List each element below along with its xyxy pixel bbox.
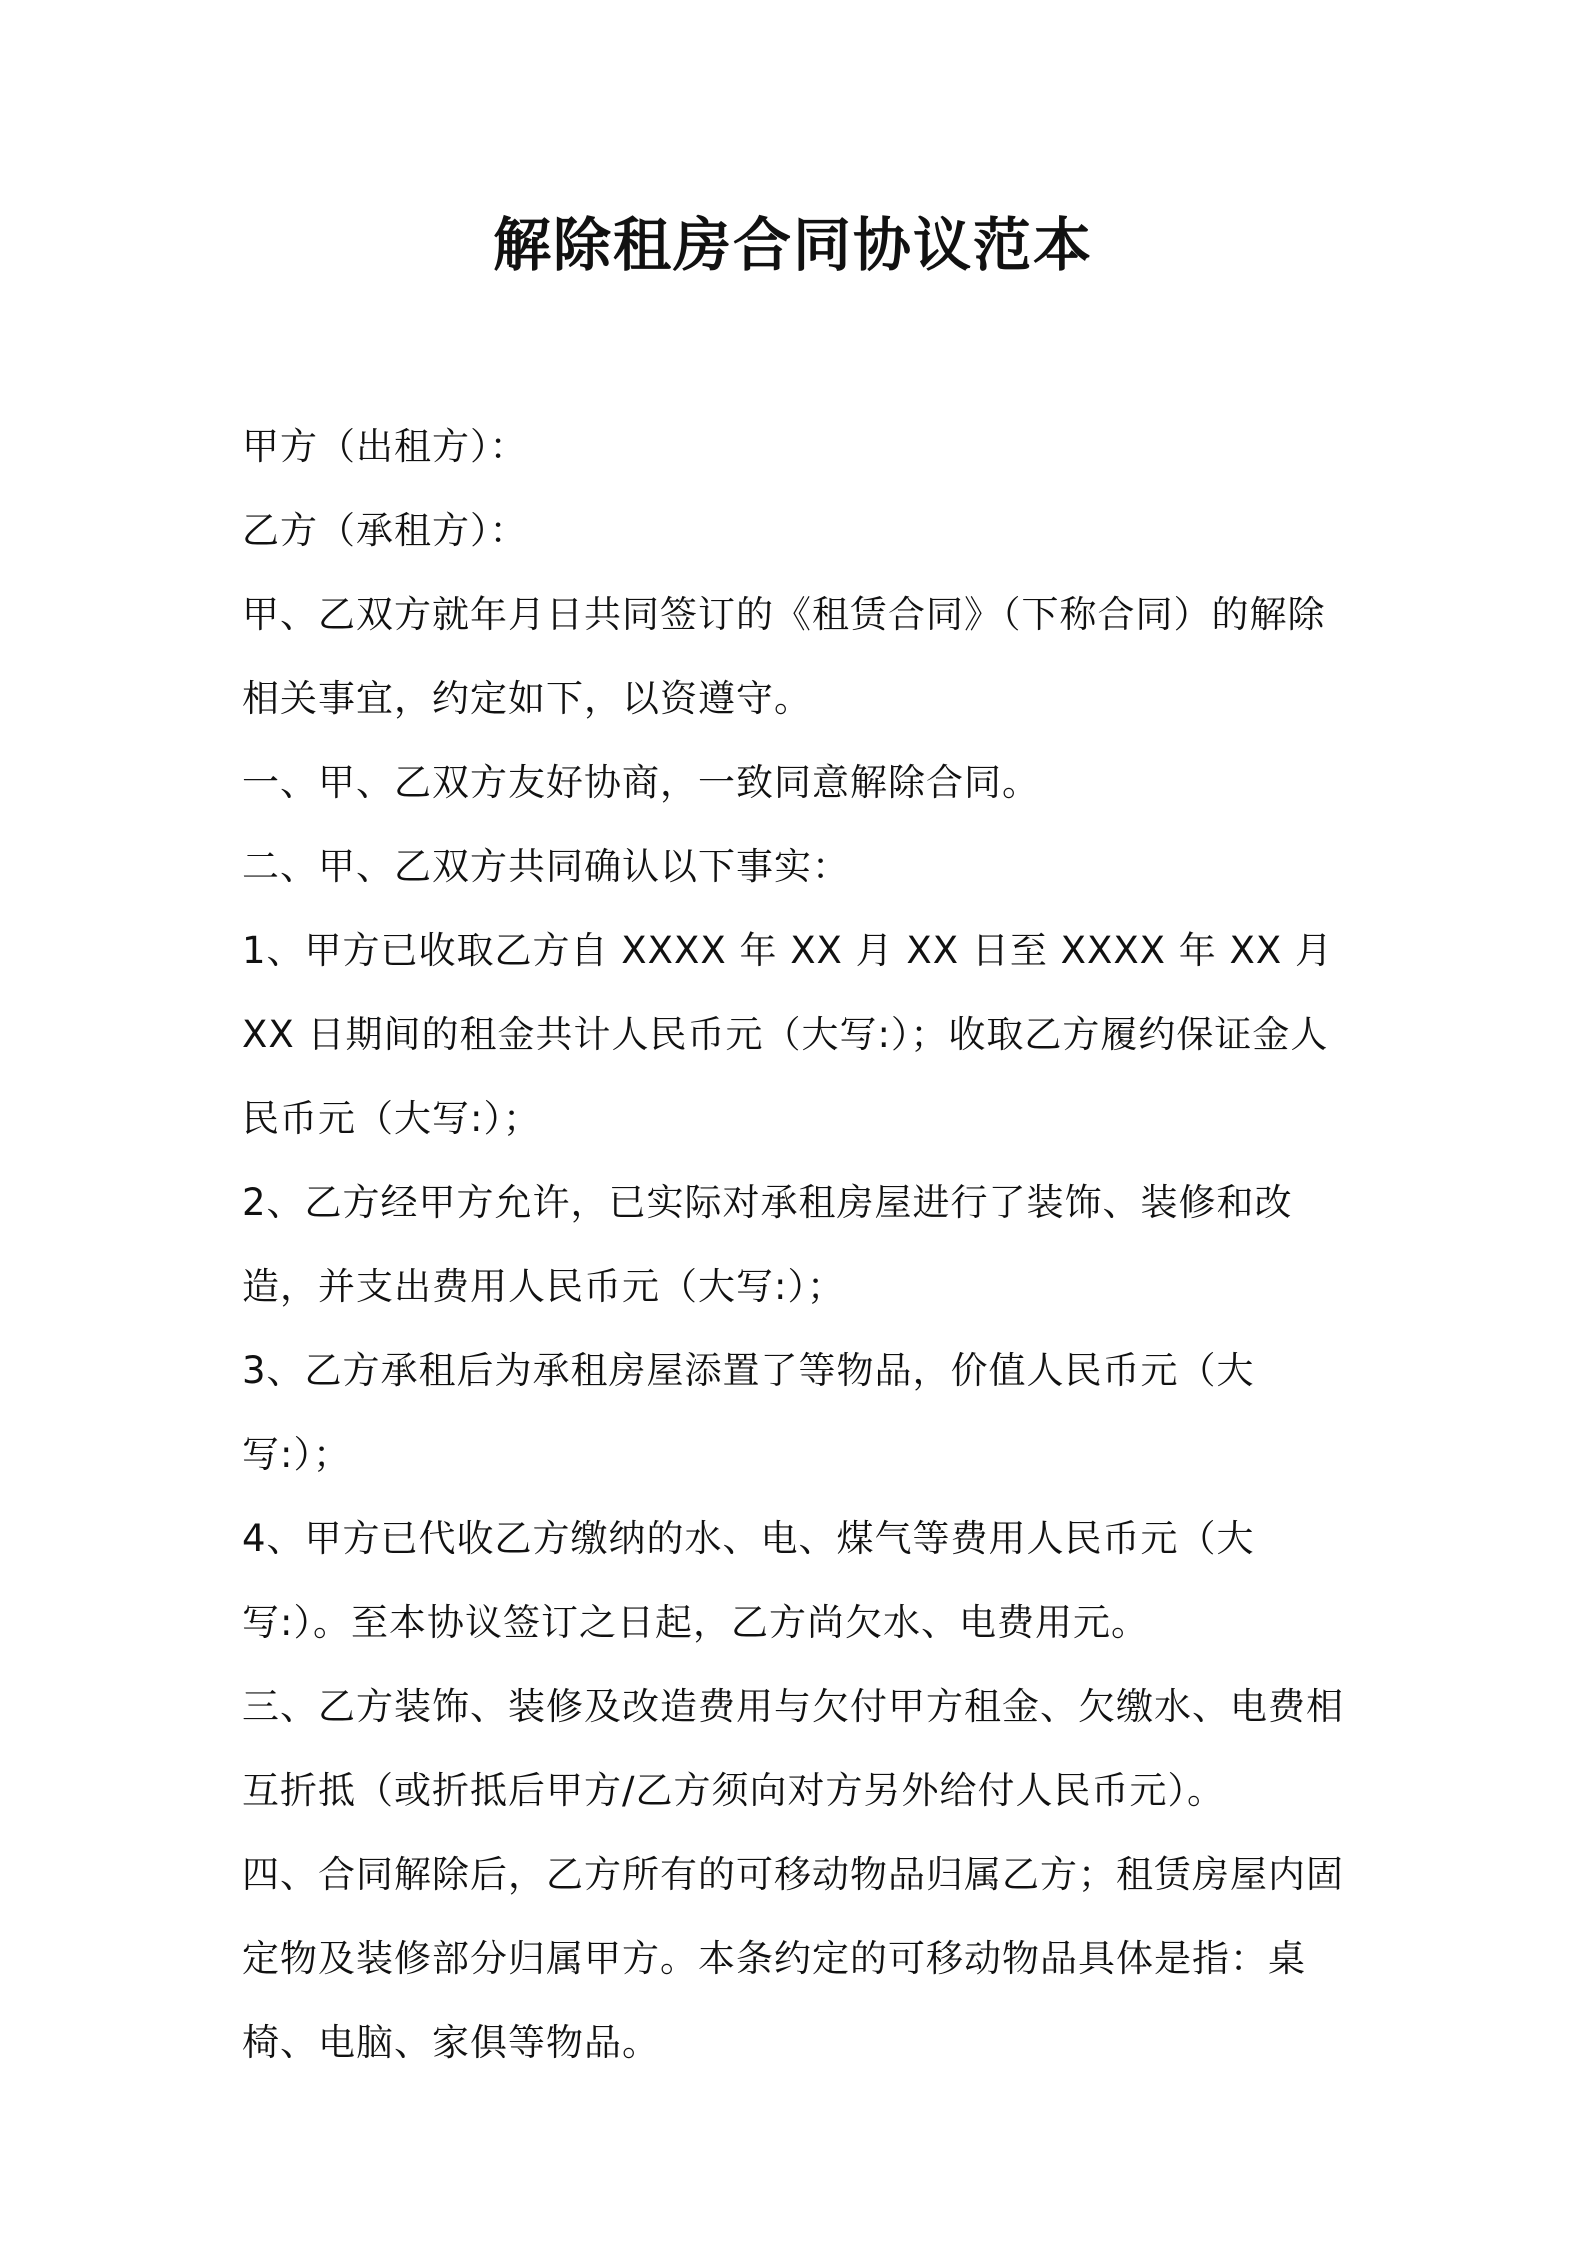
- paragraph-fact-1: 1、甲方已收取乙方自 XXXX 年 XX 月 XX 日至 XXXX 年 XX 月 XX 日期间的租金共计人民币元（大写:）；收取乙方履约保证金人民币元（大写:）；: [242, 929, 1334, 1140]
- document-body: [242, 405, 1362, 2085]
- paragraph-clause-3: 三、乙方装饰、装修及改造费用与欠付甲方租金、欠缴水、电费相互折抵（或折抵后甲方/乙方须向对方另外给付人民币元）。: [242, 1685, 1344, 1812]
- paragraph-party-b: 乙方（承租方）：: [242, 509, 528, 552]
- paragraph-fact-2: 2、乙方经甲方允许，已实际对承租房屋进行了装饰、装修和改造，并支出费用人民币元（大写:）；: [242, 1181, 1293, 1308]
- paragraph-clause-1: 一、甲、乙双方友好协商，一致同意解除合同。: [242, 761, 1040, 804]
- paragraph-intro: 甲、乙双方就年月日共同签订的《租赁合同》（下称合同）的解除相关事宜，约定如下，以资遵守。: [242, 593, 1326, 720]
- paragraph-fact-4: 4、甲方已代收乙方缴纳的水、电、煤气等费用人民币元（大写:）。至本协议签订之日起，乙方尚欠水、电费用元。: [242, 1517, 1255, 1644]
- paragraph-fact-3: 3、乙方承租后为承租房屋添置了等物品，价值人民币元（大写:）；: [242, 1349, 1255, 1476]
- paragraph-clause-4: 四、合同解除后，乙方所有的可移动物品归属乙方；租赁房屋内固定物及装修部分归属甲方。本条约定的可移动物品具体是指：桌椅、电脑、家俱等物品。: [242, 1853, 1344, 2064]
- paragraph-clause-2: 二、甲、乙双方共同确认以下事实：: [242, 845, 850, 888]
- document-title: 解除租房合同协议范本: [492, 211, 1093, 279]
- paragraph-party-a: 甲方（出租方）：: [242, 425, 528, 468]
